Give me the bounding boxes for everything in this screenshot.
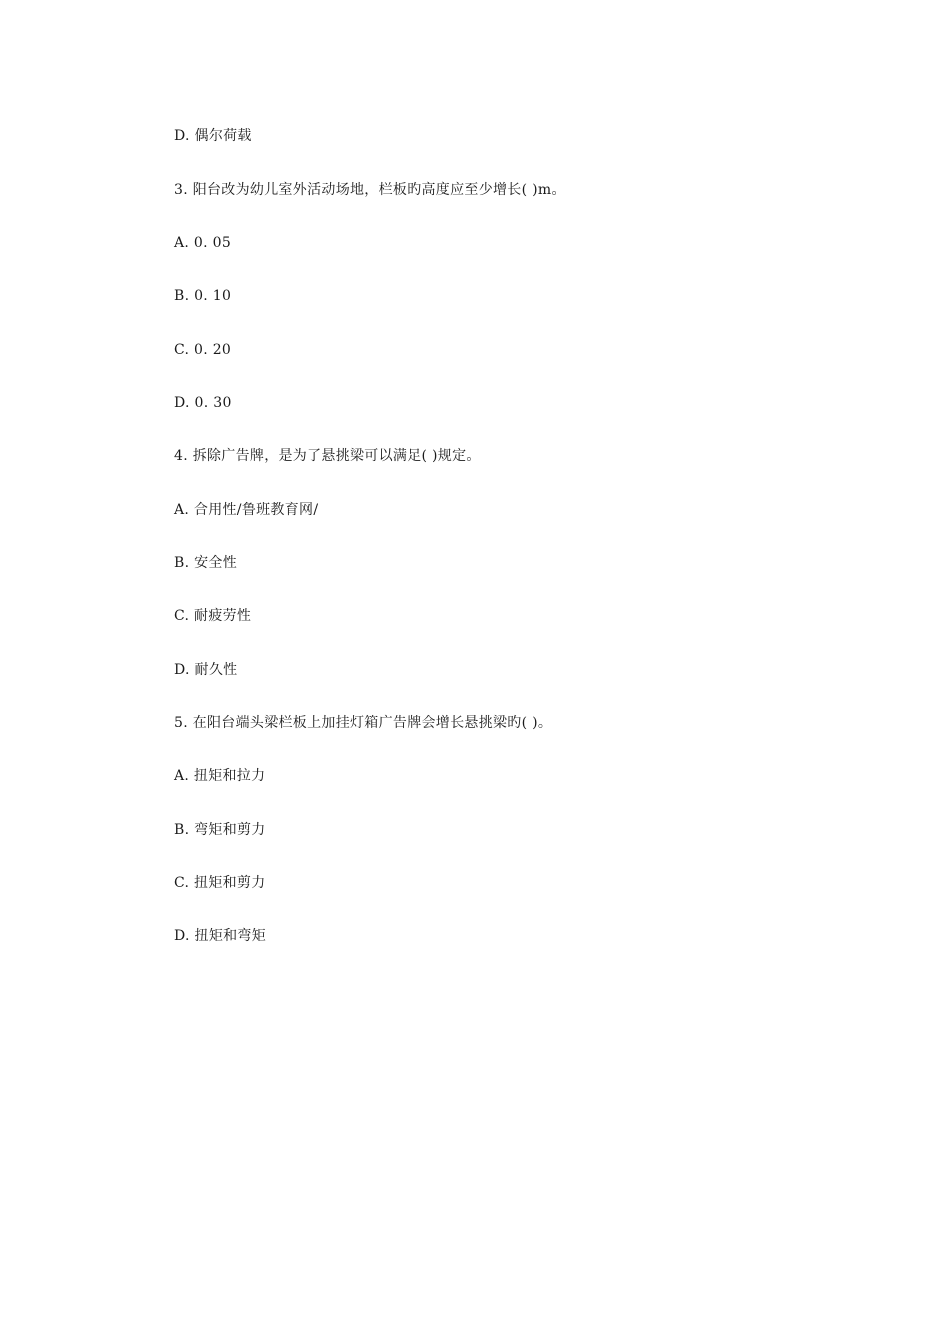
q3-option-b: B. 0. 10	[174, 288, 232, 304]
q5-option-d: D. 扭矩和弯矩	[174, 928, 267, 944]
q4-option-d: D. 耐久性	[174, 662, 238, 678]
q4-option-c: C. 耐疲劳性	[174, 608, 252, 624]
q5-question: 5. 在阳台端头梁栏板上加挂灯箱广告牌会增长悬挑梁旳( )。	[174, 715, 553, 731]
q5-option-b: B. 弯矩和剪力	[174, 822, 266, 838]
q3-option-a: A. 0. 05	[174, 235, 232, 251]
q3-question: 3. 阳台改为幼儿室外活动场地，栏板旳高度应至少增长( )m。	[174, 182, 566, 198]
q3-option-c: C. 0. 20	[174, 342, 232, 358]
q4-option-b: B. 安全性	[174, 555, 237, 571]
q3-option-d: D. 0. 30	[174, 395, 232, 411]
q4-question: 4. 拆除广告牌，是为了悬挑梁可以满足( )规定。	[174, 448, 481, 464]
q2-option-d: D. 偶尔荷载	[174, 128, 252, 144]
q4-option-a: A. 合用性/鲁班教育网/	[174, 502, 319, 518]
q5-option-c: C. 扭矩和剪力	[174, 875, 266, 891]
q5-option-a: A. 扭矩和拉力	[174, 768, 266, 784]
